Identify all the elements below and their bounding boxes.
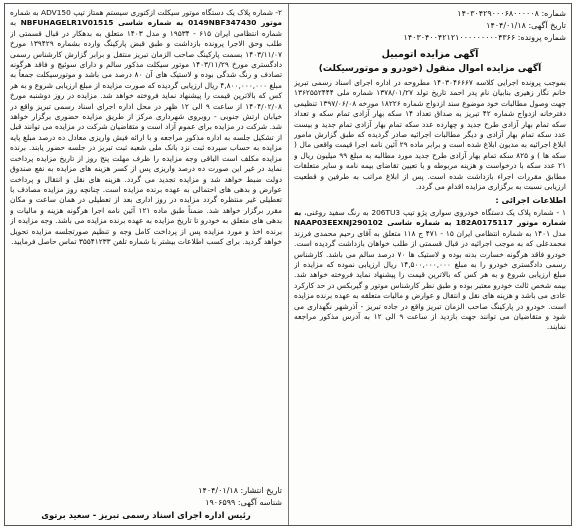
notice-meta — [294, 8, 566, 44]
notice-id: شناسه آگهی: ۱۹۰۶۵۹۹ — [205, 498, 282, 507]
item2-ids: موتور 0149NBF347430 به شماره شاسی NBFUHAGELR1V01515 — [20, 18, 282, 28]
publish-date: تاریخ انتشار: ۱۴۰۴/۰۱/۱۸ — [198, 486, 282, 495]
item2-head: ۲- شماره پلاک یک دستگاه موتور سیکلت ازکتوری سیستم همتاز تیپ ADV150 به شماره — [10, 8, 282, 17]
left-column — [10, 8, 282, 521]
section-title: اطلاعات اجرائی : — [495, 195, 566, 206]
item2-body: به شماره انتظامی ایران ۶۱۵ - ۱۹۵۳۴ و مدل ۱۴۰۳ متعلق به بدهکار در قبال قسمتی از طلب وحق الاجرا پرونده بازداشت و طبق قبض پارکینگ وارده بشماره ۱۳۹۴۲۹ مورخ ۱۴۰۳/۱۱/۰۷ بسمت پارکینگ صاحب الزمان تبریز منتقل و برابر گزارش کارشناس رسمی دادگستری مورخ ۱۴۰۳/۱۱/۲۹ موتور سیکلت مذکور سالم و دارای سوئیچ و فاقد هرگونه تصادف و رنگ شدگی بوده و لاستیک های آن ۸۰ درصد می باشد و موتورسیکلت جمعاً به مبلغ ۴,۸۰۰,۰۰۰,۰۰۰ ریال ارزیابی گردیده که صورت مزایده از مبلغ ارزیابی شروع و به هر کس که بالاترین قیمت را پیشنهاد نماید فروخته خواهد شد. مزایده در روز دوشنبه مورخ ۱۴۰۴/۰۲/۰۸ از ساعت ۹ الی ۱۲ ظهر در محل اداره اجرای اسناد رسمی تبریز واقع در خیابان ارتش جنوبی - روبروی شهرداری مرکز از طریق مزایده حضوری برگزار خواهد شد. شرکت در مزایده برای عموم آزاد است و متقاضیان شرکت در مزایده می توانند قبل از تشکیل جلسه به اداره مذکور مراجعه و با ارائه فیش واریزی معادل ده درصد مبلغ پایه مزایده به حساب سپرده ثبت نزد بانک ملی شعبه ثبت تبریز در جلسه حضور یابند. برنده مزایده مکلف است الباقی وجه مزایده را ظرف مهلت پنج روز از تاریخ مزایده پرداخت نماید در غیر این صورت ده درصد واریزی پس از کسر هزینه های مزایده به نفع صندوق دولت ضبط خواهد شد و مزایده تجدید می گردد. هزینه های نقل و انتقال و پرداخت عوارض و بدهی های احتمالی به عهده برنده مزایده است. چنانچه روز مزایده مصادف با تعطیلی غیر منتظره گردد مزایده در روز اداری بعد از تعطیلی در همان ساعت و مکان مقرر برگزار خواهد شد. ضمناً طبق ماده ۱۲۱ آئین نامه اجرا هرگونه هزینه و مالیات و بدهی های متعلق به خودرو تا تاریخ مزایده به عهده برنده مزایده می باشد. وجه مزایده از برنده اخذ و مورد مزایده پس از پرداخت کامل وجه و تنظیم صورتجلسه مزایده تحویل خواهد گردید. برای کسب اطلاعات بیشتر با شماره تلفن ۳۵۵۴۱۲۳۳ تماس حاصل فرمایید. — [10, 18, 282, 246]
item2-paragraph — [10, 8, 282, 247]
intro-paragraph: بموجب پرونده اجرایی کلاسه ۱۴۰۳۰۴۶۶۶۷ مطروحه در اداره اجرای اسناد رسمی تبریز خانم نگار زهیری بنابیان نام پدر احمد تاریخ تولد ۱۳۷۸/۰۱/۲۷ شماره ملی ۱۳۶۲۵۵۲۴۴۴ جهت وصول مطالبات خود موضوع سند ازدواج شماره ۱۸۲۲۶ مورخه ۱۳۹۷/۰۶/۰۸ تنظیمی دفترخانه ازدواج شماره ۴۲ تبریز به صداق تعداد ۱۴ سکه بهار آزادی تمام سکه و تعداد سکه تمام بهار آزادی طرح جدید و چهارده عدد سکه تمام بهار آزادی تمام جدید و بیست عدد سکه تمام بهار آزادی و دیگر مطالبات اجرائیه صادر گردیده که طبق گزارش مامور ابلاغ اجرائیه به مدیون ابلاغ شده است و برابر ماده ۲۹ آئین نامه اجرا قیمت واقعی مال ( سکه ها ) و ۸۲۵ سکه تمام بهار آزادی طرح جدید مورد مطالبه به مبلغ ۹۹ میلیون ریال و ۲۱ عدد سکه با درخواست و هزینه مربوطه و با تعیین تقاضای بیمه نامه و سایر متعلقات مطابق مقررات اجراء بازداشت شده است. پس از ابلاغ مراتب به طرفین و قطعیت ارزیابی نسبت به برگزاری مزایده اقدام می گردد. — [294, 78, 566, 192]
notice-footer — [10, 485, 282, 521]
notice-date: تاریخ آگهی: ۱۴۰۴/۰۱/۱۸ — [486, 21, 566, 30]
item1-ids: به شماره موتور 182A0175117 به شماره شاسی NAAP03EEXNJ290102 — [294, 207, 566, 228]
file-number: شماره پرونده: ۱۴۰۳۰۴۰۰۴۲۱۲۱۰۰۰۰۰۰۰۰۰۴۳۶۶ — [403, 33, 566, 42]
column-divider — [288, 4, 289, 525]
notice-number: شماره: ۱۴۰۳۰۴۲۹۰۰۰۶۸۰۰۰۰۰۸ — [457, 9, 566, 18]
item1-head: ۱ - شماره پلاک یک دستگاه خودروی سواری پژو تیپ 206TU3 به رنگ سفید روغنی، — [304, 207, 566, 217]
item1-body: مدل ۱۴۰۱ به شماره انتظامی ایران ۱۵ - ۴۷۱ ج ۱۱۸ متعلق به آقای رحیم محمدی فرزند محمدعلی که به موجب اجرائیه در قبال قسمتی از طلب خواهان بازداشت گردیده است. خودرو فاقد هرگونه خسارت بدنه بوده و لاستیک ها ۷۰ درصد سالم می باشد. کارشناس رسمی دادگستری خودرو را به مبلغ ۱۴,۵۰۰,۰۰۰,۰۰۰ ریال ارزیابی نموده که مزایده از مبلغ ارزیابی شروع و به هر کس که بالاترین قیمت را پیشنهاد نماید فروخته خواهد شد. بیمه شخص ثالث خودرو معتبر بوده و طبق نظر کارشناس موتور و گیربکس در حد کارکرد عادی می باشد و هزینه های نقل و انتقال و عوارض و مالیات متعلقه به عهده برنده مزایده است. خودرو در پارکینگ صاحب الزمان تبریز واقع در جاده تبریز - آذرشهر نگهداری می شود و متقاضیان می توانند جهت بازدید از ساعت ۹ الی ۱۲ به آدرس مذکور مراجعه نمایند. — [294, 228, 566, 332]
right-column — [294, 8, 566, 521]
notice-title: آگهی مزایده اتومبیل — [381, 49, 479, 60]
item1-paragraph — [294, 208, 566, 333]
notice-page — [4, 3, 572, 526]
notice-subtitle: آگهی مزایده اموال منقول (خودرو و موتورسیکلت) — [318, 64, 542, 74]
signature: رئیس اداره اجرای اسناد رسمی تبریز - سعید برتوی — [41, 510, 251, 520]
